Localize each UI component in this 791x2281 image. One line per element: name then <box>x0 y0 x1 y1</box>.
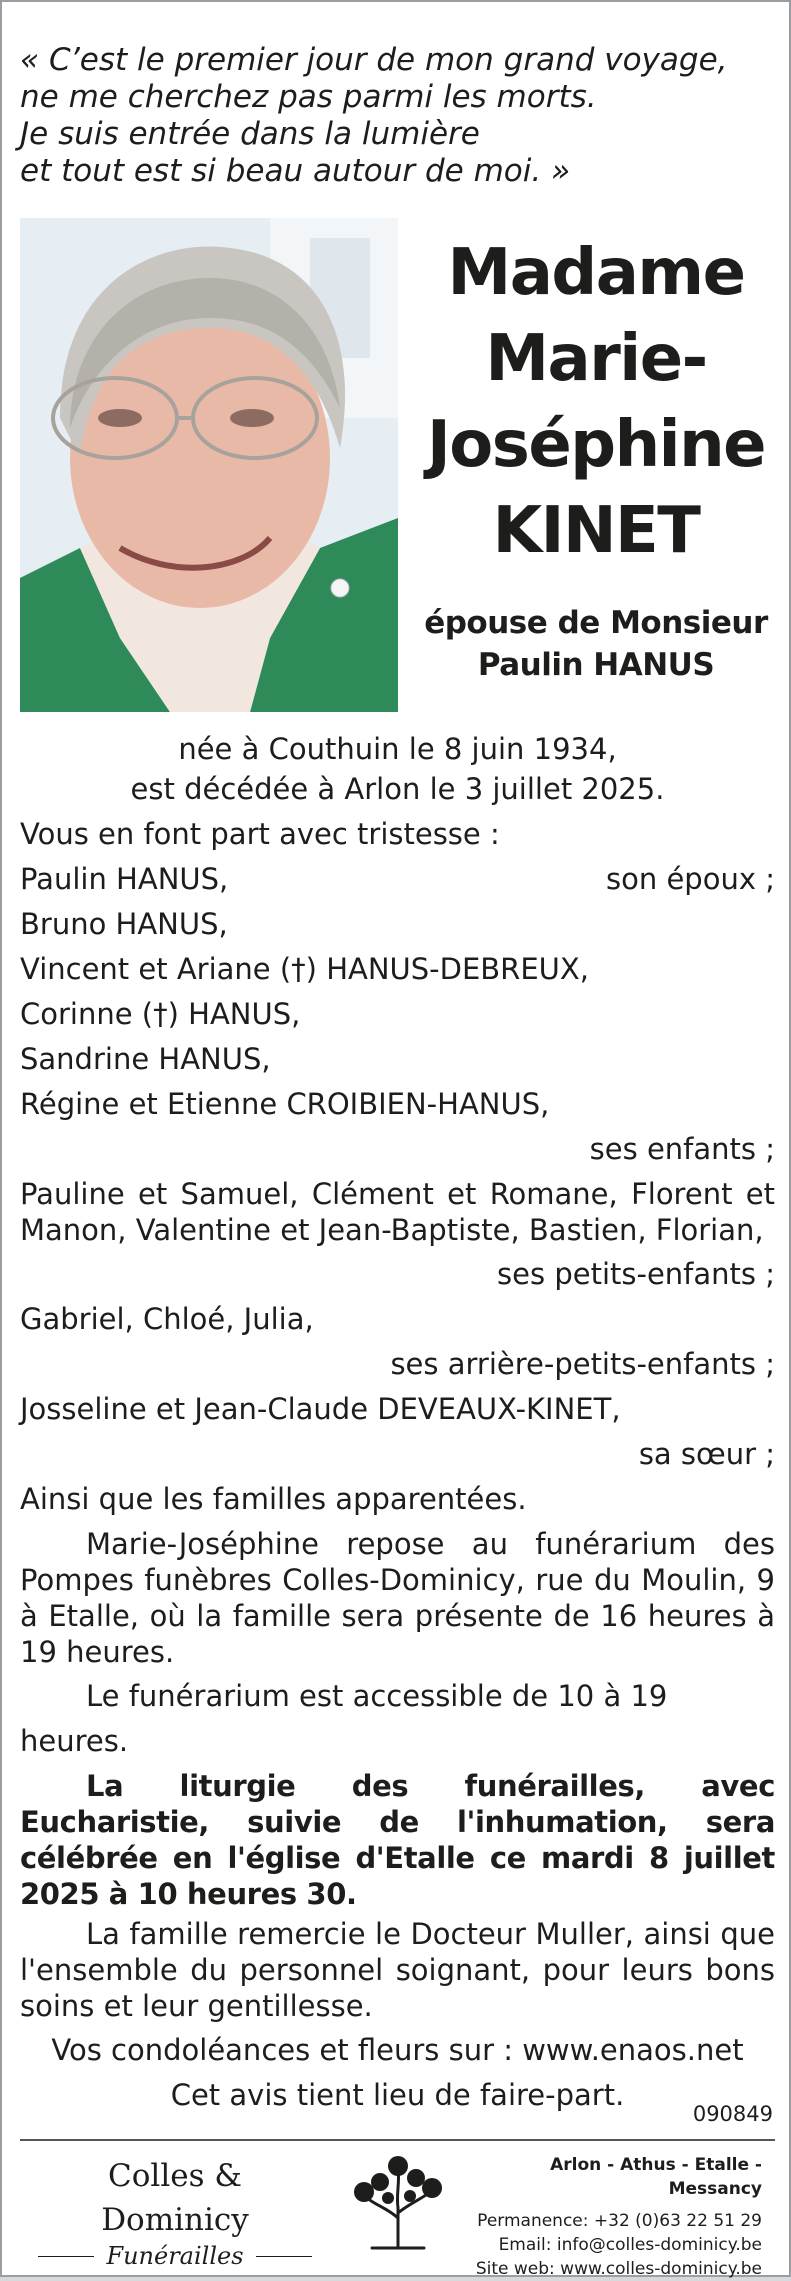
decorative-rule <box>256 2256 312 2257</box>
portrait-illustration <box>20 218 398 712</box>
child-entry: Sandrine HANUS, <box>20 1042 271 1076</box>
child-entry: Vincent et Ariane (†) HANUS-DEBREUX, <box>20 952 589 986</box>
family-announcement <box>20 812 775 2118</box>
funeral-home-logo <box>30 2154 320 2270</box>
funerarium-access: Le funérarium est accessible de 10 à 19 heures. <box>20 1679 668 1758</box>
spouse-name: Paulin HANUS, <box>20 862 229 896</box>
birth-death-info <box>20 729 775 809</box>
name-line: Marie- <box>485 322 707 396</box>
repose-paragraph: Marie-Joséphine repose au funérarium des Pompes funèbres Colles-Dominicy, rue du Moulin, 9 à Etalle, où la famille sera présente de 16 heures à 19 heures. <box>20 1527 775 1669</box>
thanks-paragraph: La famille remercie le Docteur Muller, ainsi que l'ensemble du personnel soignant, pour leurs bons soins et leur gentillesse. <box>20 1917 775 2023</box>
relation-label: sa sœur ; <box>638 1437 775 1471</box>
quote-line: Je suis entrée dans la lumière <box>20 116 480 152</box>
phone-line: Permanence: +32 (0)63 22 51 29 <box>477 2211 762 2231</box>
portrait-photo <box>20 218 398 712</box>
branch-towns: Arlon - Athus - Etalle - Messancy <box>550 2155 762 2199</box>
relatives-line: Ainsi que les familles apparentées. <box>20 1482 527 1516</box>
brand-sub-label: Funérailles <box>106 2242 244 2270</box>
announcement-intro: Vous en font part avec tristesse : <box>20 817 500 851</box>
child-entry: Régine et Etienne CROIBIEN-HANUS, <box>20 1087 550 1121</box>
quote-line: ne me cherchez pas parmi les morts. <box>20 79 597 115</box>
relation-label: son époux ; <box>606 862 775 896</box>
relation-label: ses petits-enfants ; <box>497 1257 775 1291</box>
death-line: est décédée à Arlon le 3 juillet 2025. <box>130 772 665 806</box>
footer-divider <box>20 2139 775 2141</box>
quote-line: et tout est si beau autour de moi. » <box>20 153 571 189</box>
name-line: Joséphine <box>426 408 766 482</box>
spouse-mention <box>407 602 785 686</box>
spouse-line: Paulin HANUS <box>477 647 715 683</box>
reference-number: 090849 <box>692 2102 773 2126</box>
great-grandchildren-list: Gabriel, Chloé, Julia, <box>20 1302 314 1336</box>
spouse-line: épouse de Monsieur <box>424 605 768 641</box>
email-line: Email: info@colles-dominicy.be <box>498 2235 762 2255</box>
funeral-home-contact <box>457 2153 762 2281</box>
child-entry: Bruno HANUS, <box>20 907 228 941</box>
website-line: Site web: www.colles-dominicy.be <box>475 2259 762 2279</box>
condolences-line: Vos condoléances et fleurs sur : www.enaos.net <box>51 2033 744 2067</box>
spouse-row <box>20 857 775 902</box>
relation-label: ses arrière-petits-enfants ; <box>390 1347 775 1381</box>
brand-name: Colles & Dominicy <box>101 2158 249 2238</box>
liturgy-paragraph: La liturgie des funérailles, avec Eucharistie, suivie de l'inhumation, sera célébrée en l'église d'Etalle ce mardi 8 juillet 2025 à 10 heures 30. <box>20 1769 775 1911</box>
name-line: Madame <box>447 236 745 310</box>
child-entry: Corinne (†) HANUS, <box>20 997 301 1031</box>
tree-icon <box>342 2148 454 2260</box>
brand-subtitle <box>30 2242 320 2270</box>
epigraph-quote <box>20 42 760 190</box>
decorative-rule <box>38 2256 94 2257</box>
notice-line: Cet avis tient lieu de faire-part. <box>170 2078 625 2112</box>
name-line: KINET <box>492 494 700 568</box>
quote-line: « C’est le premier jour de mon grand voyage, <box>20 42 728 78</box>
birth-line: née à Couthuin le 8 juin 1934, <box>178 732 617 766</box>
sister-entry: Josseline et Jean-Claude DEVEAUX-KINET, <box>20 1392 621 1426</box>
relation-label: ses enfants ; <box>589 1132 775 1166</box>
grandchildren-list: Pauline et Samuel, Clément et Romane, Florent et Manon, Valentine et Jean-Baptiste, Bastien, Florian, <box>20 1177 775 1247</box>
deceased-name <box>407 230 785 574</box>
